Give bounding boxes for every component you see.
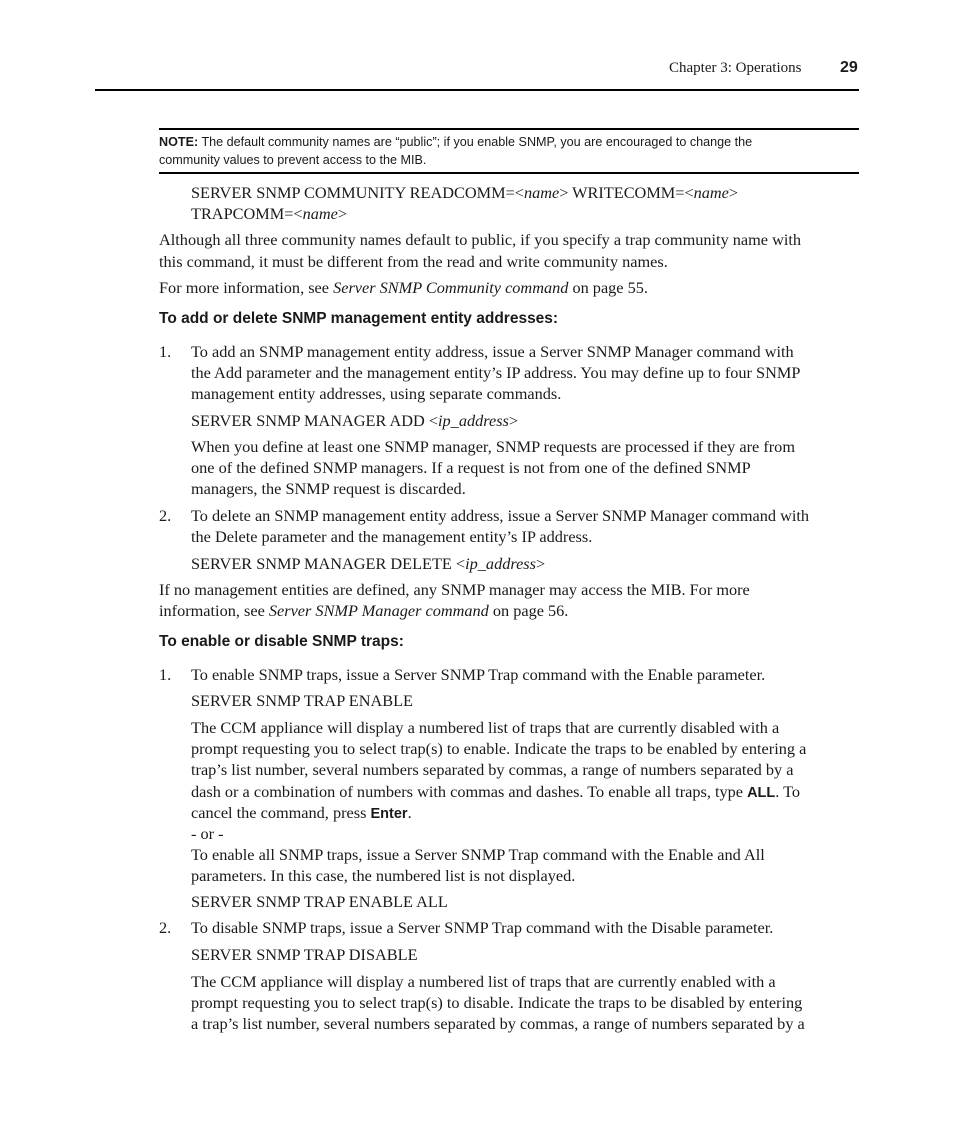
community-command-line-2: TRAPCOMM=<name> (191, 204, 348, 223)
keyword-all: ALL (747, 785, 776, 801)
list-item-text: To enable SNMP traps, issue a Server SNMP Trap command with the Enable parameter. (191, 665, 766, 684)
command-trap-enable: SERVER SNMP TRAP ENABLE (191, 691, 413, 710)
header-divider (95, 89, 859, 91)
list-number: 2. (159, 506, 172, 525)
page-number: 29 (840, 59, 858, 76)
list-item-text: prompt requesting you to select trap(s) to enable. Indicate the traps to be enabled by entering a (191, 739, 807, 758)
list-item-text: To disable SNMP traps, issue a Server SNMP Trap command with the Disable parameter. (191, 918, 774, 937)
or-separator: - or - (191, 824, 224, 843)
list-item-text: When you define at least one SNMP manager, SNMP requests are processed if they are from (191, 437, 795, 456)
list-item-text: To enable all SNMP traps, issue a Server SNMP Trap command with the Enable and All (191, 845, 765, 864)
section-heading-management-addresses: To add or delete SNMP management entity addresses: (159, 310, 559, 327)
cross-reference-line: For more information, see Server SNMP Community command on page 55. (159, 278, 648, 297)
list-item-text: management entity addresses, using separate commands. (191, 384, 562, 403)
section-heading-traps: To enable or disable SNMP traps: (159, 633, 404, 650)
paragraph-line: this command, it must be different from the read and write community names. (159, 252, 668, 271)
note-line-1 (159, 133, 859, 151)
paragraph-line: Although all three community names default to public, if you specify a trap community name with (159, 230, 802, 249)
list-item-text: one of the defined SNMP managers. If a request is not from one of the defined SNMP (191, 458, 751, 477)
list-number: 1. (159, 342, 172, 361)
cross-reference-link[interactable]: Server SNMP Community command (333, 278, 569, 297)
list-number: 2. (159, 918, 172, 937)
note-box (159, 128, 859, 174)
list-item-text: dash or a combination of numbers with commas and dashes. To enable all traps, type ALL. To (191, 782, 801, 801)
list-item-text: To delete an SNMP management entity address, issue a Server SNMP Manager command with (191, 506, 810, 525)
list-item-text: managers, the SNMP request is discarded. (191, 479, 466, 498)
list-number: 1. (159, 665, 172, 684)
community-command-line-1: SERVER SNMP COMMUNITY READCOMM=<name> WRITECOMM=<name> (191, 183, 739, 202)
note-line-2: community values to prevent access to the MIB. (159, 153, 427, 167)
running-header-chapter: Chapter 3: Operations (669, 60, 802, 76)
cross-reference-line: information, see Server SNMP Manager command on page 56. (159, 601, 569, 620)
list-item-text: a trap’s list number, several numbers separated by commas, a range of numbers separated by a (191, 1014, 805, 1033)
list-item-text: The CCM appliance will display a numbered list of traps that are currently enabled with a (191, 972, 776, 991)
list-item-text: The CCM appliance will display a numbered list of traps that are currently disabled with a (191, 718, 780, 737)
command-manager-add: SERVER SNMP MANAGER ADD <ip_address> (191, 411, 519, 430)
command-trap-enable-all: SERVER SNMP TRAP ENABLE ALL (191, 892, 448, 911)
paragraph-line: If no management entities are defined, any SNMP manager may access the MIB. For more (159, 580, 750, 599)
list-item-text: the Add parameter and the management entity’s IP address. You may define up to four SNMP (191, 363, 801, 382)
note-label: NOTE: (159, 135, 199, 149)
list-item-text: the Delete parameter and the management entity’s IP address. (191, 527, 593, 546)
command-trap-disable: SERVER SNMP TRAP DISABLE (191, 945, 418, 964)
note-text-1: The default community names are “public”; if you enable SNMP, you are encouraged to change the (198, 135, 753, 149)
cross-reference-link[interactable]: Server SNMP Manager command (268, 601, 489, 620)
list-item-text: To add an SNMP management entity address, issue a Server SNMP Manager command with (191, 342, 794, 361)
list-item-text: trap’s list number, several numbers separated by commas, a range of numbers separated by a (191, 760, 794, 779)
keyword-enter: Enter (370, 806, 408, 822)
list-item-text: parameters. In this case, the numbered list is not displayed. (191, 866, 576, 885)
command-manager-delete: SERVER SNMP MANAGER DELETE <ip_address> (191, 554, 546, 573)
list-item-text: prompt requesting you to select trap(s) to disable. Indicate the traps to be disabled by entering (191, 993, 803, 1012)
list-item-text: cancel the command, press Enter. (191, 803, 412, 822)
